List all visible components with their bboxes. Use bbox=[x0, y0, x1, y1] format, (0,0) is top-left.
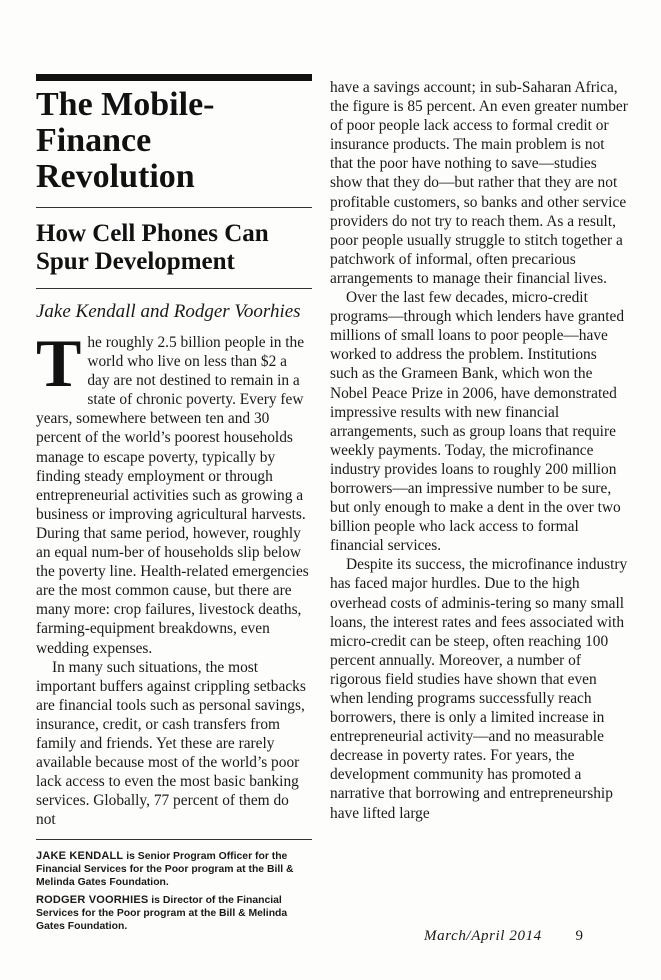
issue-date: March/April 2014 bbox=[424, 928, 542, 944]
title-line-2: Finance Revolution bbox=[36, 122, 195, 195]
article-subtitle bbox=[36, 220, 312, 276]
byline-rule bbox=[36, 288, 312, 289]
subtitle-line-1: How Cell Phones Can bbox=[36, 220, 269, 247]
title-top-rule bbox=[36, 74, 312, 81]
author-description: is Senior Program Officer for the Financial Services for the Poor program at the Bill & Melinda Gates Foundation. bbox=[36, 851, 294, 889]
author-name: RODGER VOORHIES bbox=[36, 894, 149, 907]
author-notes bbox=[36, 839, 312, 933]
page-number: 9 bbox=[575, 928, 584, 944]
left-body bbox=[36, 325, 312, 829]
title-line-1: The Mobile- bbox=[36, 86, 215, 123]
author-note bbox=[36, 850, 312, 889]
drop-cap: T bbox=[36, 325, 82, 401]
left-column bbox=[36, 74, 312, 938]
intro-paragraph bbox=[36, 325, 312, 658]
body-paragraph: In many such situations, the most important buffers against crippling setbacks are financial tools such as personal savings, insurance, credit, or cash transfers from family and friends. Yet these are rarely available because most of the world’s poor lack access to even the most basic banking services. Globally, 77 percent of them do not bbox=[36, 658, 306, 829]
page-footer bbox=[424, 928, 583, 945]
article-title bbox=[36, 87, 312, 195]
author-name: JAKE KENDALL bbox=[36, 850, 124, 863]
author-note bbox=[36, 894, 312, 933]
body-paragraph: have a savings account; in sub-Saharan Africa, the figure is 85 percent. An even greater number of poor people lack access to formal credit or insurance products. The main problem is not that the poor have nothing to save—studies show that they do—but rather that they are not profitable customers, so banks and other service providers do not try to reach them. As a result, poor people usually struggle to stitch together a patchwork of informal, often precarious arrangements to manage their financial lives. bbox=[330, 79, 628, 287]
body-paragraph: Despite its success, the microfinance industry has faced major hurdles. Due to the high overhead costs of adminis-tering so many small loans, the interest rates and fees associated with micro-credit can be steep, often reaching 100 percent annually. Moreover, a number of rigorous field studies have shown that even when lending programs successfully reach borrowers, there is only a limited increase in entrepreneurial activity—and no measurable decrease in poverty rates. For years, the development community has promoted a narrative that borrowing and entrepreneurship have lifted large bbox=[330, 556, 628, 822]
byline: Jake Kendall and Rodger Voorhies bbox=[36, 301, 301, 322]
author-description: is Director of the Financial Services for the Poor program at the Bill & Melinda Gates Foundation. bbox=[36, 895, 288, 933]
right-column bbox=[330, 78, 628, 823]
subtitle-line-2: Spur Development bbox=[36, 248, 235, 275]
subtitle-rule bbox=[36, 207, 312, 208]
body-paragraph: Over the last few decades, micro-credit programs—through which lenders have granted millions of small loans to poor people—have worked to address the problem. Institutions such as the Grameen Bank, which won the Nobel Peace Prize in 2006, have demonstrated impressive results with new financial arrangements, such as group loans that require weekly payments. Today, the microfinance industry provides loans to roughly 200 million borrowers—an impressive number to be sure, but only enough to make a dent in the over two billion people who lack access to formal financial services. bbox=[330, 289, 625, 555]
right-body bbox=[330, 78, 628, 823]
intro-text: he roughly 2.5 billion people in the world who live on less than $2 a day are not destined to remain in a state of chronic poverty. Every few years, somewhere between ten and 30 percent of the world’s poorest households manage to escape poverty, typically by finding steady employment or through entrepreneurial activities such as growing a business or improving agricultural harvests. During that same period, however, roughly an equal num-ber of households slip below the poverty line. Health-related emergencies are the most common cause, but there are many more: crop failures, livestock deaths, farming-equipment breakdowns, even wedding expenses. bbox=[36, 334, 309, 657]
